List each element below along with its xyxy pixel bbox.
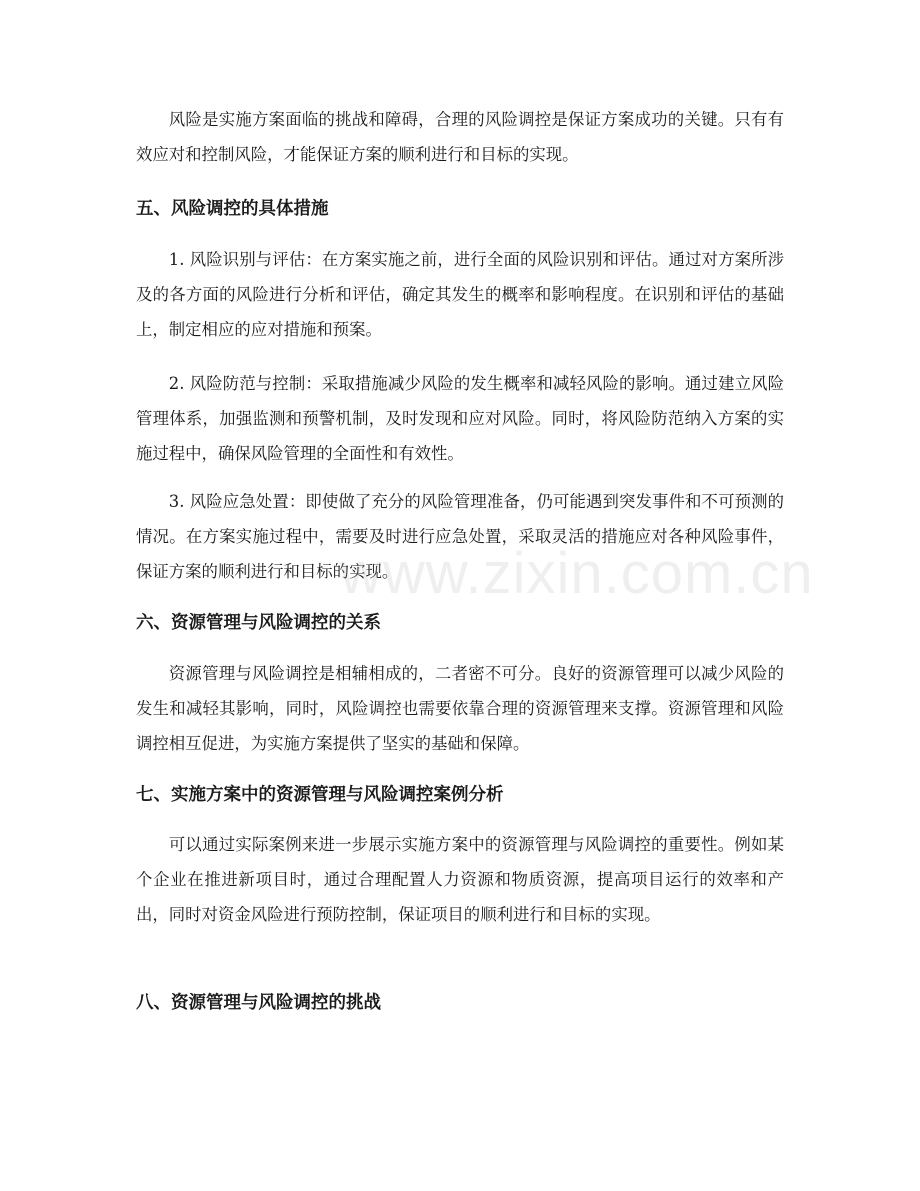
section-8-heading: 八、资源管理与风险调控的挑战 [136,993,381,1013]
section-5-item-1: 1. 风险识别与评估：在方案实施之前，进行全面的风险识别和评估。通过对方案所涉及的各方面的风险进行分析和评估，确定其发生的概率和影响程度。在识别和评估的基础上，制定相应的应对措施和预案。 [136,250,784,339]
section-5-item-2: 2. 风险防范与控制：采取措施减少风险的发生概率和减轻风险的影响。通过建立风险管理体系，加强监测和预警机制，及时发现和应对风险。同时，将风险防范纳入方案的实施过程中，确保风险管理的全面性和有效性。 [136,374,784,463]
section-5-heading: 五、风险调控的具体措施 [136,199,329,219]
watermark-text: www.zixin.com.cn [340,541,814,606]
section-7-heading: 七、实施方案中的资源管理与风险调控案例分析 [136,785,504,805]
section-5-item-3: 3. 风险应急处置：即使做了充分的风险管理准备，仍可能遇到突发事件和不可预测的情况。在方案实施过程中，需要及时进行应急处置，采取灵活的措施应对各种风险事件，保证方案的顺利进行和目标的实现。 [136,492,784,581]
section-7-paragraph: 可以通过实际案例来进一步展示实施方案中的资源管理与风险调控的重要性。例如某个企业在推进新项目时，通过合理配置人力资源和物质资源，提高项目运行的效率和产出，同时对资金风险进行预防控制，保证项目的顺利进行和目标的实现。 [136,835,784,924]
intro-paragraph: 风险是实施方案面临的挑战和障碍，合理的风险调控是保证方案成功的关键。只有有效应对和控制风险，才能保证方案的顺利进行和目标的实现。 [136,110,784,164]
section-6-heading: 六、资源管理与风险调控的关系 [136,613,381,633]
section-6-paragraph: 资源管理与风险调控是相辅相成的，二者密不可分。良好的资源管理可以减少风险的发生和减轻其影响，同时，风险调控也需要依靠合理的资源管理来支撑。资源管理和风险调控相互促进，为实施方案提供了坚实的基础和保障。 [136,664,784,753]
